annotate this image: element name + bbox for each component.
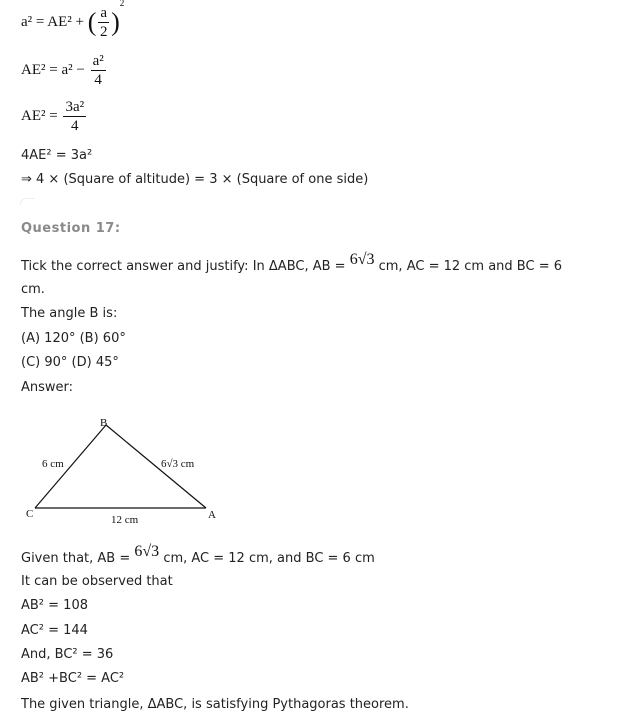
given-ab-value: 6√3 (134, 543, 160, 560)
left-paren-icon: ( (87, 7, 97, 37)
fraction (91, 52, 106, 89)
fraction-denominator: 4 (71, 118, 79, 134)
vertex-c-label: C (26, 508, 34, 520)
decorative-divider (20, 198, 35, 205)
side-ca-label: 12 cm (111, 514, 139, 526)
conclusion-text: The given triangle, ΔABC, is satisfying Pythagoras theorem. (21, 697, 409, 712)
fraction-numerator: a² (92, 53, 104, 69)
question-heading: Question 17: (21, 221, 121, 236)
right-paren-icon: ) (111, 7, 120, 37)
question-text (21, 251, 563, 275)
fraction-numerator: a (100, 5, 108, 21)
question-text-post: cm, AC = 12 cm and BC = 6 (378, 259, 563, 274)
pythagoras-sum: AB² +BC² = AC² (21, 671, 125, 686)
vertex-b-label: B (100, 417, 108, 429)
side-bc-label: 6 cm (42, 458, 64, 470)
bc-squared: And, BC² = 36 (21, 647, 114, 662)
fraction (63, 98, 86, 135)
fraction-denominator: 2 (100, 24, 108, 40)
equation-1 (21, 0, 125, 41)
fraction (98, 4, 109, 41)
triangle-figure (20, 408, 230, 533)
question-prompt: The angle B is: (21, 306, 118, 321)
exponent: 2 (119, 0, 125, 8)
equation-4: 4AE² = 3a² (21, 148, 93, 163)
equation-3 (21, 98, 88, 135)
fraction-denominator: 4 (94, 72, 102, 88)
question-text-continued: cm. (21, 282, 45, 297)
options-row-2: (C) 90° (D) 45° (21, 355, 119, 370)
equation-5: ⇒ 4 × (Square of altitude) = 3 × (Square of one side) (21, 172, 369, 187)
options-row-1: (A) 120° (B) 60° (21, 331, 126, 346)
fraction-numerator: 3a² (65, 99, 85, 115)
equation-1-lhs: a² = AE² + (21, 13, 84, 30)
equation-2 (21, 52, 108, 89)
equation-3-lhs: AE² = (21, 107, 58, 124)
answer-label: Answer: (21, 380, 74, 395)
ab-squared: AB² = 108 (21, 598, 88, 613)
given-pre: Given that, AB = (21, 551, 131, 566)
given-statement (21, 543, 375, 567)
observed-text: It can be observed that (21, 574, 173, 589)
equation-2-lhs: AE² = a² − (21, 61, 85, 78)
side-ab-label: 6√3 cm (161, 458, 195, 470)
vertex-a-label: A (208, 509, 216, 521)
ac-squared: AC² = 144 (21, 623, 88, 638)
ab-value: 6√3 (349, 251, 375, 268)
question-text-pre: Tick the correct answer and justify: In ΔABC, AB = (21, 259, 346, 274)
given-post: cm, AC = 12 cm, and BC = 6 cm (163, 551, 375, 566)
